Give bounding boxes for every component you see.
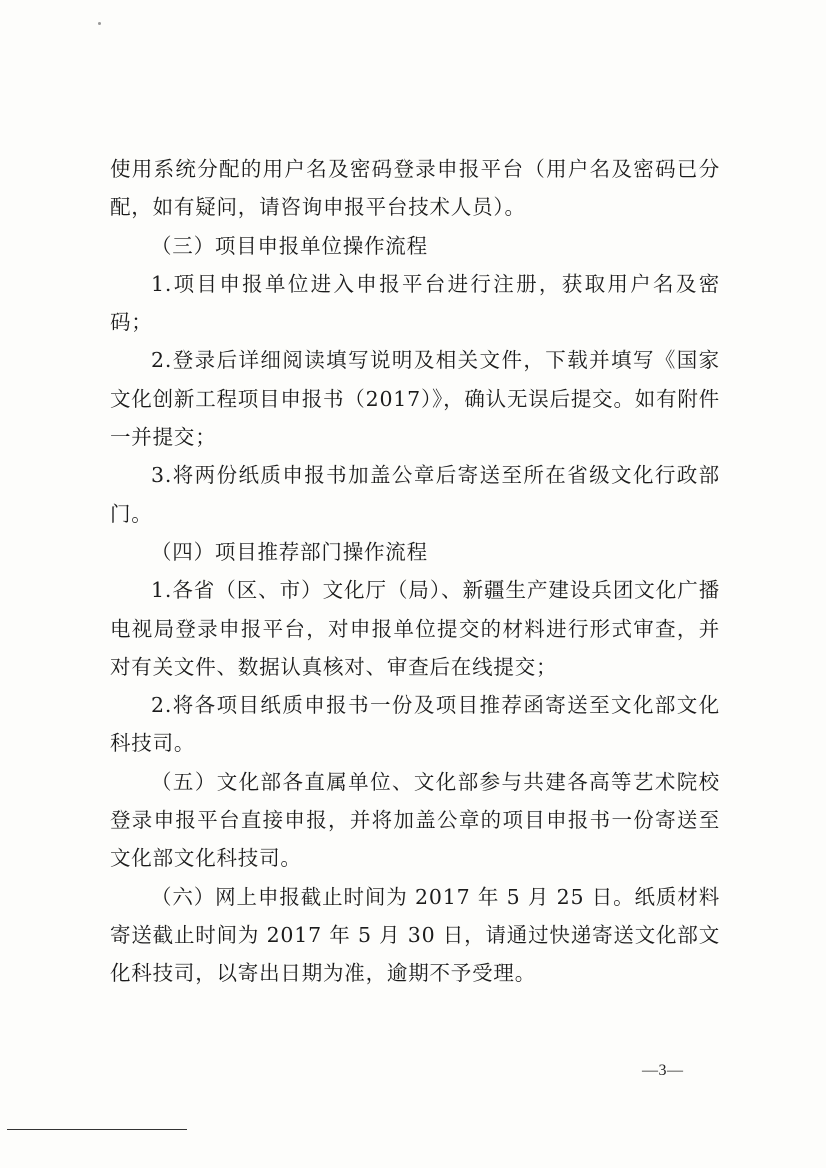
- section-paragraph-5: （五）文化部各直属单位、文化部参与共建各高等艺术院校登录申报平台直接申报，并将加盖公章的项目申报书一份寄送至文化部文化科技司。: [110, 769, 720, 871]
- scan-speck: [98, 22, 101, 25]
- footnote-divider: [7, 1129, 187, 1130]
- section-paragraph-6: （六）网上申报截止时间为 2017 年 5 月 25 日。纸质材料寄送截止时间为 2017 年 5 月 30 日，请通过快递寄送文化部文化科技司，以寄出日期为准，逾期不予受理。: [110, 884, 720, 986]
- list-item-3-1: 1.项目申报单位进入申报平台进行注册，获取用户名及密码；: [110, 271, 720, 335]
- section-heading-4: （四）项目推荐部门操作流程: [151, 539, 428, 564]
- list-item-4-1: 1.各省（区、市）文化厅（局）、新疆生产建设兵团文化广播电视局登录申报平台，对申报单位提交的材料进行形式审查，并对有关文件、数据认真核对、审查后在线提交；: [110, 578, 720, 679]
- document-body: [110, 150, 720, 993]
- paragraph-continuation: 使用系统分配的用户名及密码登录申报平台（用户名及密码已分配，如有疑问，请咨询申报平台技术人员）。: [110, 157, 720, 220]
- page-number: —3—: [642, 1062, 684, 1079]
- list-item-3-3: 3.将两份纸质申报书加盖公章后寄送至所在省级文化行政部门。: [110, 463, 720, 526]
- list-item-3-2: 2.登录后详细阅读填写说明及相关文件，下载并填写《国家文化创新工程项目申报书（2017）》，确认无误后提交。如有附件一并提交；: [110, 348, 720, 450]
- list-item-4-2: 2.将各项目纸质申报书一份及项目推荐函寄送至文化部文化科技司。: [110, 693, 720, 756]
- section-heading-3: （三）项目申报单位操作流程: [151, 233, 428, 258]
